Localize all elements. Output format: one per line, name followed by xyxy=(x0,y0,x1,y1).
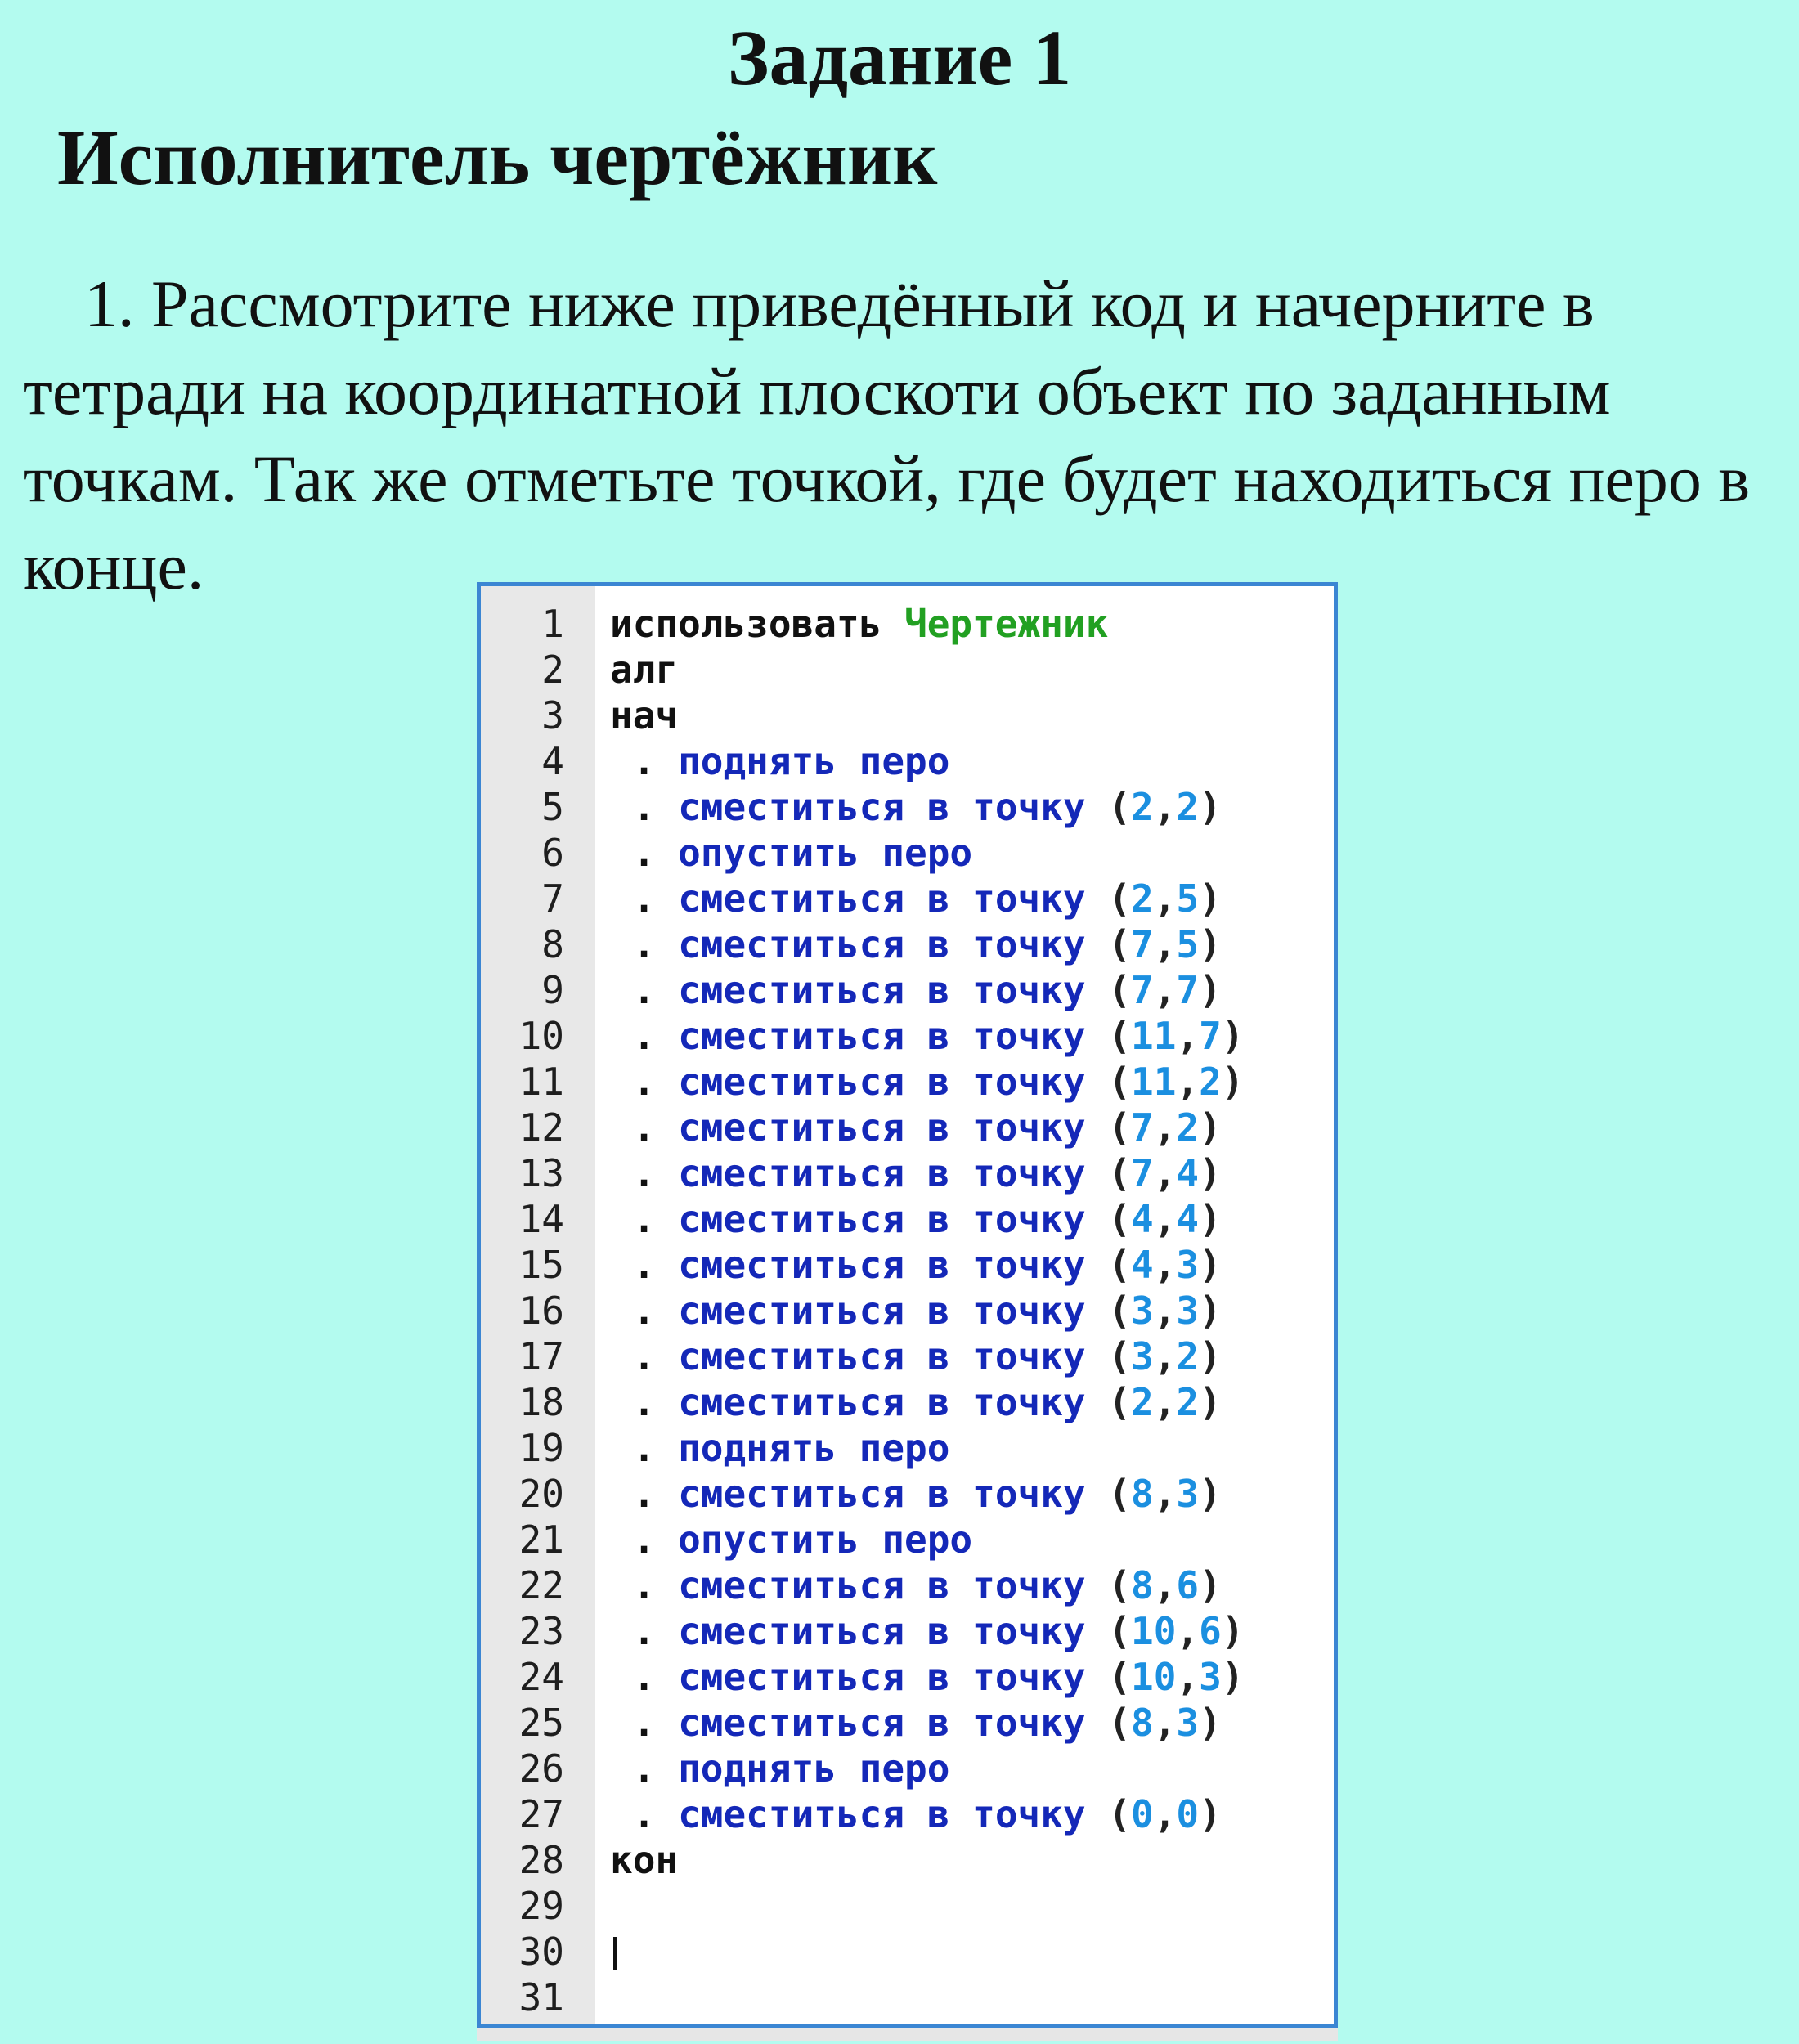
code-line xyxy=(481,1288,1334,1334)
code-token-par: ) xyxy=(1221,1655,1245,1699)
code-text xyxy=(610,1608,1245,1654)
code-token-dot: . xyxy=(610,785,679,829)
code-token-num: 2 xyxy=(1199,1060,1222,1104)
code-token-cmd: поднять перо xyxy=(678,1746,950,1791)
code-token-dot: . xyxy=(610,1151,679,1195)
line-number: 31 xyxy=(518,1975,564,2019)
code-line xyxy=(481,647,1334,693)
code-token-dot: . xyxy=(610,1746,679,1791)
code-token-mod: Чертежник xyxy=(904,602,1109,646)
code-token-par: ( xyxy=(1108,1197,1131,1241)
code-token-num: 10 xyxy=(1131,1655,1177,1699)
code-token-num: 7 xyxy=(1199,1014,1222,1058)
line-number: 7 xyxy=(541,876,564,921)
code-token-num: 3 xyxy=(1176,1472,1200,1516)
code-line xyxy=(481,738,1334,784)
code-token-par: ) xyxy=(1199,1472,1222,1516)
code-token-par: ( xyxy=(1108,1105,1131,1150)
code-token-cmd: сместиться в точку xyxy=(678,1472,1109,1516)
code-token-cmd: сместиться в точку xyxy=(678,968,1109,1012)
code-token-cmd: сместиться в точку xyxy=(678,1289,1109,1333)
code-line xyxy=(481,1608,1334,1654)
line-number: 11 xyxy=(518,1060,564,1104)
text-cursor xyxy=(613,1937,617,1970)
code-token-par: ) xyxy=(1199,1197,1222,1241)
code-text xyxy=(610,1837,678,1883)
code-token-num: 3 xyxy=(1131,1289,1154,1333)
code-token-cmd: сместиться в точку xyxy=(678,1609,1109,1653)
line-number: 10 xyxy=(518,1014,564,1058)
code-line xyxy=(481,1334,1334,1379)
code-token-num: 3 xyxy=(1131,1334,1154,1378)
code-line xyxy=(481,1379,1334,1425)
code-text xyxy=(610,1288,1222,1334)
code-token-dot: . xyxy=(610,1380,679,1424)
code-line xyxy=(481,1654,1334,1700)
line-number: 15 xyxy=(518,1243,564,1287)
line-number: 12 xyxy=(518,1105,564,1150)
code-token-num: 3 xyxy=(1199,1655,1222,1699)
code-token-dot: . xyxy=(610,739,679,783)
code-token-par: , xyxy=(1153,1563,1177,1607)
code-token-cmd: сместиться в точку xyxy=(678,1792,1109,1836)
code-token-par: , xyxy=(1153,1380,1177,1424)
code-token-par: ( xyxy=(1108,1289,1131,1333)
code-token-num: 2 xyxy=(1131,1380,1154,1424)
code-token-par: ( xyxy=(1108,1151,1131,1195)
code-text xyxy=(610,784,1222,830)
code-token-par: , xyxy=(1153,1151,1177,1195)
code-token-num: 4 xyxy=(1176,1197,1200,1241)
code-token-kw: кон xyxy=(610,1838,679,1882)
line-number: 4 xyxy=(541,739,564,783)
code-line xyxy=(481,1929,1334,1975)
code-token-par: ( xyxy=(1108,1472,1131,1516)
code-token-num: 0 xyxy=(1131,1792,1154,1836)
code-token-dot: . xyxy=(610,1655,679,1699)
code-token-par: , xyxy=(1153,876,1177,921)
code-token-num: 10 xyxy=(1131,1609,1177,1653)
code-token-par: , xyxy=(1176,1014,1200,1058)
code-token-par: ( xyxy=(1108,1380,1131,1424)
code-text xyxy=(610,601,1108,647)
code-token-dot: . xyxy=(610,1289,679,1333)
code-token-par: ( xyxy=(1108,922,1131,966)
code-token-par: , xyxy=(1153,1105,1177,1150)
code-token-num: 7 xyxy=(1131,1105,1154,1150)
code-text xyxy=(610,921,1222,967)
code-token-cmd: сместиться в точку xyxy=(678,1563,1109,1607)
code-line xyxy=(481,921,1334,967)
code-token-par: ( xyxy=(1108,968,1131,1012)
line-number: 21 xyxy=(518,1517,564,1562)
code-text xyxy=(610,1654,1245,1700)
code-token-par: , xyxy=(1153,968,1177,1012)
code-editor[interactable] xyxy=(477,582,1338,2028)
page-subtitle: Исполнитель чертёжник xyxy=(57,114,938,201)
line-number: 28 xyxy=(518,1838,564,1882)
task-instructions: Рассмотрите ниже приведённый код и начерните в тетради на координатной плоскоти объект по заданным точкам. Так же отметьте точкой, где будет находиться перо в конце. xyxy=(23,267,1751,603)
code-token-par: , xyxy=(1153,1334,1177,1378)
code-text xyxy=(610,1425,949,1471)
code-line xyxy=(481,1471,1334,1517)
code-token-dot: . xyxy=(610,1060,679,1104)
code-line xyxy=(481,1242,1334,1288)
code-token-cmd: сместиться в точку xyxy=(678,1105,1109,1150)
code-text xyxy=(610,1791,1222,1837)
line-number: 27 xyxy=(518,1792,564,1836)
code-token-par: ) xyxy=(1199,876,1222,921)
code-line xyxy=(481,1562,1334,1608)
code-token-num: 6 xyxy=(1199,1609,1222,1653)
code-token-par: ( xyxy=(1108,1060,1131,1104)
code-token-cmd: сместиться в точку xyxy=(678,922,1109,966)
code-token-dot: . xyxy=(610,1426,679,1470)
code-line xyxy=(481,876,1334,921)
code-token-par: ( xyxy=(1108,1014,1131,1058)
code-text xyxy=(610,1105,1222,1150)
code-token-par: ) xyxy=(1199,1792,1222,1836)
code-token-cmd: опустить перо xyxy=(678,1517,973,1562)
code-token-par: , xyxy=(1153,1197,1177,1241)
code-token-par: , xyxy=(1153,922,1177,966)
code-token-dot: . xyxy=(610,1609,679,1653)
code-text xyxy=(610,1242,1222,1288)
code-token-cmd: сместиться в точку xyxy=(678,1243,1109,1287)
line-number: 25 xyxy=(518,1701,564,1745)
code-token-par: ) xyxy=(1199,785,1222,829)
code-text xyxy=(610,1562,1222,1608)
code-token-par: ) xyxy=(1199,1289,1222,1333)
line-number: 24 xyxy=(518,1655,564,1699)
code-token-dot: . xyxy=(610,1563,679,1607)
code-token-dot: . xyxy=(610,1701,679,1745)
code-token-num: 3 xyxy=(1176,1289,1200,1333)
line-number: 13 xyxy=(518,1151,564,1195)
line-number: 23 xyxy=(518,1609,564,1653)
line-number: 6 xyxy=(541,831,564,875)
code-text xyxy=(610,1746,949,1791)
line-number: 9 xyxy=(541,968,564,1012)
code-token-par: ( xyxy=(1108,1334,1131,1378)
code-token-par: ( xyxy=(1108,1563,1131,1607)
code-token-par: ) xyxy=(1199,1563,1222,1607)
code-token-num: 7 xyxy=(1176,968,1200,1012)
code-token-num: 7 xyxy=(1131,922,1154,966)
code-token-kw: использовать xyxy=(610,602,905,646)
code-token-num: 2 xyxy=(1131,785,1154,829)
code-token-num: 11 xyxy=(1131,1060,1177,1104)
code-token-num: 7 xyxy=(1131,1151,1154,1195)
code-token-num: 11 xyxy=(1131,1014,1177,1058)
code-text xyxy=(610,876,1222,921)
code-line xyxy=(481,830,1334,876)
code-line xyxy=(481,1517,1334,1562)
code-token-par: ) xyxy=(1221,1060,1245,1104)
code-text xyxy=(610,830,972,876)
code-text xyxy=(610,1150,1222,1196)
code-token-dot: . xyxy=(610,1105,679,1150)
code-token-cmd: сместиться в точку xyxy=(678,1655,1109,1699)
code-token-num: 6 xyxy=(1176,1563,1200,1607)
code-token-par: ) xyxy=(1221,1014,1245,1058)
line-number: 8 xyxy=(541,922,564,966)
code-token-par: ) xyxy=(1199,968,1222,1012)
code-token-par: ( xyxy=(1108,1701,1131,1745)
code-token-par: ) xyxy=(1199,1243,1222,1287)
code-token-num: 4 xyxy=(1176,1151,1200,1195)
code-line xyxy=(481,1425,1334,1471)
task-text-block xyxy=(23,260,1781,610)
code-text xyxy=(610,1196,1222,1242)
code-token-par: ) xyxy=(1199,1380,1222,1424)
code-text xyxy=(610,647,678,693)
code-token-cmd: сместиться в точку xyxy=(678,1197,1109,1241)
line-number: 17 xyxy=(518,1334,564,1378)
line-number: 3 xyxy=(541,693,564,737)
code-token-par: ) xyxy=(1199,1151,1222,1195)
code-token-dot: . xyxy=(610,1334,679,1378)
code-token-par: , xyxy=(1176,1060,1200,1104)
code-lines xyxy=(481,601,1334,2020)
code-token-par: ) xyxy=(1199,1701,1222,1745)
code-token-par: ) xyxy=(1199,1334,1222,1378)
code-text xyxy=(610,1334,1222,1379)
code-line xyxy=(481,1059,1334,1105)
code-text xyxy=(610,967,1222,1013)
code-token-par: , xyxy=(1153,785,1177,829)
code-line xyxy=(481,1746,1334,1791)
code-token-cmd: сместиться в точку xyxy=(678,1014,1109,1058)
code-line xyxy=(481,784,1334,830)
line-number: 26 xyxy=(518,1746,564,1791)
code-token-par: , xyxy=(1153,1792,1177,1836)
code-token-par: ( xyxy=(1108,1609,1131,1653)
code-token-dot: . xyxy=(610,1792,679,1836)
code-line xyxy=(481,1791,1334,1837)
code-token-dot: . xyxy=(610,831,679,875)
code-text xyxy=(610,1059,1245,1105)
code-text xyxy=(610,1700,1222,1746)
code-token-par: ( xyxy=(1108,876,1131,921)
line-number: 2 xyxy=(541,648,564,692)
code-token-par: , xyxy=(1153,1701,1177,1745)
code-token-par: , xyxy=(1153,1289,1177,1333)
code-token-cmd: сместиться в точку xyxy=(678,1701,1109,1745)
code-token-par: ( xyxy=(1108,1243,1131,1287)
code-token-num: 5 xyxy=(1176,922,1200,966)
code-line xyxy=(481,1013,1334,1059)
code-token-dot: . xyxy=(610,1014,679,1058)
code-token-num: 2 xyxy=(1176,1105,1200,1150)
code-token-dot: . xyxy=(610,1472,679,1516)
code-token-cmd: сместиться в точку xyxy=(678,1060,1109,1104)
code-text xyxy=(610,1379,1222,1425)
task-number: 1. xyxy=(84,267,135,341)
code-token-par: , xyxy=(1176,1609,1200,1653)
code-token-num: 8 xyxy=(1131,1563,1154,1607)
code-token-par: ) xyxy=(1199,922,1222,966)
code-token-dot: . xyxy=(610,1197,679,1241)
code-line xyxy=(481,967,1334,1013)
code-token-cmd: поднять перо xyxy=(678,739,950,783)
code-line xyxy=(481,1105,1334,1150)
code-token-num: 2 xyxy=(1131,876,1154,921)
code-token-dot: . xyxy=(610,922,679,966)
code-token-cmd: поднять перо xyxy=(678,1426,950,1470)
code-line xyxy=(481,1196,1334,1242)
line-number: 29 xyxy=(518,1884,564,1928)
code-token-num: 2 xyxy=(1176,785,1200,829)
code-token-num: 5 xyxy=(1176,876,1200,921)
line-number: 1 xyxy=(541,602,564,646)
code-line xyxy=(481,1975,1334,2020)
code-token-num: 4 xyxy=(1131,1197,1154,1241)
code-token-par: ( xyxy=(1108,1792,1131,1836)
code-token-cmd: сместиться в точку xyxy=(678,1334,1109,1378)
code-token-par: , xyxy=(1153,1243,1177,1287)
code-line xyxy=(481,693,1334,738)
code-line xyxy=(481,1150,1334,1196)
line-number: 30 xyxy=(518,1930,564,1974)
code-token-kw: алг xyxy=(610,648,679,692)
code-text xyxy=(610,1517,972,1562)
code-token-num: 0 xyxy=(1176,1792,1200,1836)
code-token-par: , xyxy=(1176,1655,1200,1699)
code-token-num: 7 xyxy=(1131,968,1154,1012)
code-token-dot: . xyxy=(610,876,679,921)
code-token-num: 8 xyxy=(1131,1472,1154,1516)
code-token-kw: нач xyxy=(610,693,679,737)
code-line xyxy=(481,601,1334,647)
code-line xyxy=(481,1883,1334,1929)
code-token-par: ( xyxy=(1108,785,1131,829)
page-title: Задание 1 xyxy=(727,14,1072,101)
line-number: 16 xyxy=(518,1289,564,1333)
code-token-par: , xyxy=(1153,1472,1177,1516)
code-token-par: ) xyxy=(1221,1609,1245,1653)
line-number: 18 xyxy=(518,1380,564,1424)
editor-bottom-edge xyxy=(477,2028,1338,2041)
line-number: 14 xyxy=(518,1197,564,1241)
code-token-num: 3 xyxy=(1176,1701,1200,1745)
code-line xyxy=(481,1700,1334,1746)
line-number: 5 xyxy=(541,785,564,829)
code-token-num: 8 xyxy=(1131,1701,1154,1745)
code-token-cmd: сместиться в точку xyxy=(678,785,1109,829)
code-text xyxy=(610,1471,1222,1517)
code-token-par: ( xyxy=(1108,1655,1131,1699)
line-number: 19 xyxy=(518,1426,564,1470)
code-token-dot: . xyxy=(610,1517,679,1562)
code-text xyxy=(610,693,678,738)
code-text xyxy=(610,738,949,784)
code-token-cmd: сместиться в точку xyxy=(678,876,1109,921)
code-token-cmd: сместиться в точку xyxy=(678,1380,1109,1424)
code-token-dot: . xyxy=(610,968,679,1012)
code-token-num: 2 xyxy=(1176,1380,1200,1424)
line-number: 22 xyxy=(518,1563,564,1607)
code-token-num: 4 xyxy=(1131,1243,1154,1287)
line-number: 20 xyxy=(518,1472,564,1516)
code-token-num: 3 xyxy=(1176,1243,1200,1287)
code-token-dot: . xyxy=(610,1243,679,1287)
code-token-par: ) xyxy=(1199,1105,1222,1150)
code-line xyxy=(481,1837,1334,1883)
code-token-cmd: сместиться в точку xyxy=(678,1151,1109,1195)
code-token-num: 2 xyxy=(1176,1334,1200,1378)
code-text xyxy=(610,1013,1245,1059)
code-token-cmd: опустить перо xyxy=(678,831,973,875)
